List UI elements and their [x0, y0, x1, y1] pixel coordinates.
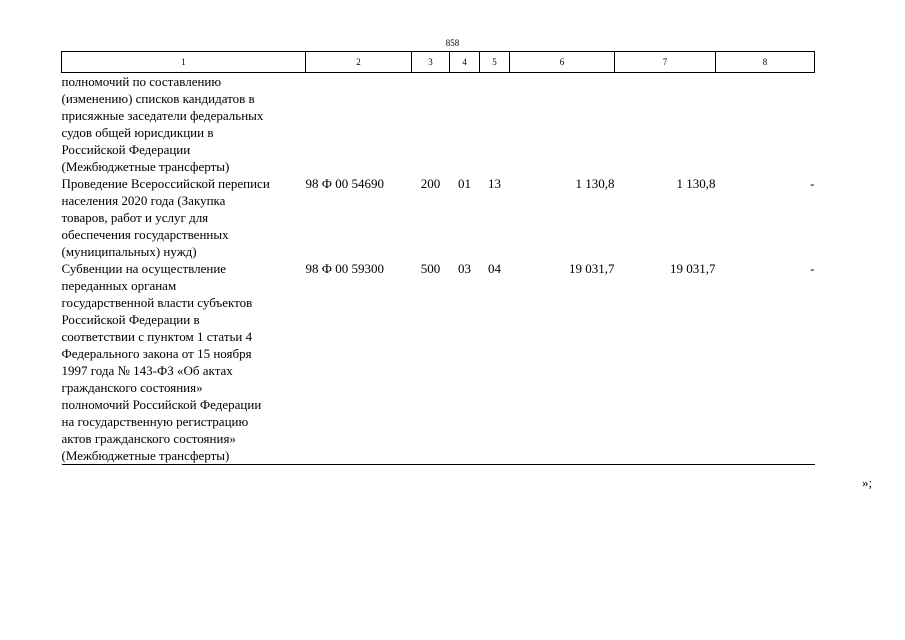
section-code: 03: [450, 260, 480, 465]
closing-quote-mark: »;: [862, 475, 873, 490]
expense-type: [412, 73, 450, 176]
table-row: [62, 175, 815, 260]
column-header-8: 8: [716, 52, 815, 73]
column-header-5: 5: [480, 52, 510, 73]
column-number-row: [62, 52, 815, 73]
section-code: [450, 73, 480, 176]
column-header-1: 1: [62, 52, 306, 73]
amount-col-6: 19 031,7: [510, 260, 615, 465]
subsection-code: 13: [488, 176, 501, 191]
target-article-code: 98 Ф 00 59300: [306, 260, 412, 465]
amount-col-6: 1 130,8: [575, 176, 615, 191]
amount-col-8: -: [810, 176, 815, 191]
target-article-code: 98 Ф 00 54690: [305, 176, 385, 191]
target-article-code: [306, 73, 412, 176]
column-header-2: 2: [306, 52, 412, 73]
row-name: Проведение Всероссийской переписи населения 2020 года (Закупка товаров, работ и услуг для обеспечения государственных (муниципальных) нужд): [61, 176, 270, 259]
subsection-code: 04: [480, 260, 510, 465]
expense-type: 500: [412, 260, 450, 465]
amount-col-8: [716, 73, 815, 176]
amount-col-7: 19 031,7: [615, 260, 716, 465]
column-header-6: 6: [510, 52, 615, 73]
row-name: полномочий по составлению (изменению) списков кандидатов в присяжные заседатели федеральных судов общей юрисдикции в Российской Федерации (Межбюджетные трансферты): [61, 74, 264, 174]
amount-col-8: -: [716, 260, 815, 465]
subsection-code: [480, 73, 510, 176]
row-name: Субвенции на осуществление переданных органам государственной власти субъектов Российской Федерации в соответствии с пунктом 1 статьи 4 Федерального закона от 15 ноября 1997 года № 143-ФЗ «Об актах гражданского состояния» полномочий Российской Федерации на государственную регистрацию актов гражданского состояния» (Межбюджетные трансферты): [62, 260, 306, 465]
amount-col-7: 1 130,8: [676, 176, 716, 191]
table-row: [62, 73, 815, 176]
budget-table: [61, 51, 815, 465]
table-row: [62, 260, 815, 465]
column-header-3: 3: [412, 52, 450, 73]
amount-col-7: [615, 73, 716, 176]
column-header-7: 7: [615, 52, 716, 73]
page-number: 858: [445, 38, 460, 48]
expense-type: 200: [420, 176, 441, 191]
column-header-4: 4: [450, 52, 480, 73]
section-code: 01: [458, 176, 471, 191]
amount-col-6: [510, 73, 615, 176]
